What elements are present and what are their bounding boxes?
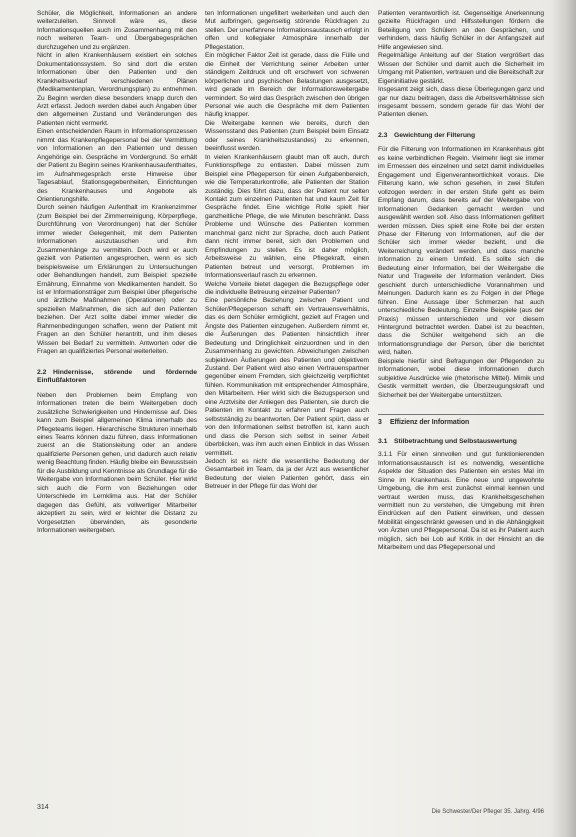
section-heading-2-2	[37, 369, 197, 386]
section-title: Effizienz der Information	[390, 419, 470, 427]
paragraph: Neben den Problemen beim Empfang von Informationen treten die beim Weitergeben doch zusätzliche Schwierigkeiten und Hindernisse auf. Dies kann zum Beispiel allgemeinen Klima innerhalb des Pflegeteams liegen. Hierarchische Strukturen innerhalb eines Teams können dazu führen, dass Informationen zuerst an die Stationsleitung oder an andere qualifizierte Personen gehen, und dadurch auch relativ wenig Beachtung finden. Häufig bleibe ein Bewusstsein für die Ausbildung und Kenntnisse als Grundlage für die Weitergabe von Informationen beim Schüler. Hier wirkt sich auch die Form von Beziehungen oder Unterschiede im Lernklima aus. Hat der Schüler dagegen das Gefühl, als vollwertiger Mitarbeiter akzeptiert zu sein, wird er leichter die Distanz zu Vorgesetzten überwinden, als gesonderte Informationen weitergeben.	[37, 391, 197, 535]
paragraph: In vielen Krankenhäusern glaubt man oft auch, durch Funktionspflege zu entlasten. Dabei müssen zum Beispiel eine Pflegeperson für einen Aufgabenbereich, wie die Temperaturkontrolle, alle Patienten der Station zuständig. Dies führt dazu, dass der Patient nur selten Kontakt zum einzelnen Patienten hat und kaum Zeit für Gespräche findet. Eine wichtige Rolle spielt hier ganzheitliche Pflege, die wie Minuten beschränkt. Dass Probleme und Wünsche des Patienten kommen manchmal ganz nicht zur Sprache, doch auch Patient dann nicht immer bereit, sich den Problemen und Empfindungen zu stellen. Es ist daher möglich, Arbeitsweise zu wählen, eine Pflegekraft, einen Patienten betreut und versorgt, Problemen im Informationsverlauf rasch zu erkennen.	[205, 153, 369, 280]
paragraph: Schüler, die Möglichkeit, Informationen an andere weiterzuleiten. Sinnvoll wäre es, diese Informationsquellen auch im Zusammenhang mit den noch weiteren Team- und Übergabegesprächen durchzugehen und zu ergänzen.	[37, 10, 197, 51]
paragraph: Regelmäßige Anleitung auf der Station vergrößert das Wissen der Schüler und damit auch die Sicherheit im Umgang mit Patienten, vertrauen und die Bereitschaft zur Eigeninitiative gestärkt.	[378, 52, 544, 85]
section-heading-3-1	[378, 438, 544, 447]
paragraph: Welche Vorteile bietet dagegen die Bezugspflege oder die individuelle Betreuung einzelner Patienten?	[205, 280, 369, 296]
section-heading-2-3	[378, 132, 544, 141]
section-heading-3	[378, 414, 544, 428]
paragraph: Eine persönliche Beziehung zwischen Patient und Schüler/Pflegeperson schafft ein Vertrauensverhältnis, das es dem Schüler ermöglicht, gezielt auf Fragen und Ängste des Patienten einzugehen. Außerdem nimmt er, die Äußerungen des Patienten hinsichtlich ihrer Bedeutung und Dringlichkeit einzuordnen und in den Zusammenhang zu gewichten. Abweichungen zwischen subjektiven Äußerungen des Patienten und objektivem Zustand. Der Patient wird also einen Vertrauenspartner gegenüber einem Fremden, sich gleichzeitig verpflichtet fühlen. Kommunikation mit entsprechender Atmosphäre, den Mitarbeitern. Hier wirkt sich die Bezugsperson und eine Arztvisite der Anliegen des Patienten, sie durch die Patienten im Kontakt zu erfahren und Fragen auch selbstständig zu beantworten. Der Patient spürt, dass er von den Informationen selbst betroffen ist, kann auch und dass die Person sich selbst in seiner Arbeit überblicken, was ihm auch einen Einblick in das Wissen vermittelt.	[205, 297, 369, 457]
section-number: 3.1	[378, 437, 388, 445]
section-number: 2.2	[37, 368, 47, 376]
section-number: 3	[378, 419, 382, 427]
running-footer: Die Schwester/Der Pfleger 35. Jahrg. 4/96	[431, 809, 544, 815]
paragraph: 3.1.1 Für einen sinnvollen und gut funktionierenden Informationsaustausch ist es notwendig, wesentliche Aspekte der Situation des Patienten ein erstes Mal im Sinne im Krankenhaus. Eine neue und ungewohnte Umgebung, die ihm erst zunächst einmal kennen und vertraut werden muss, das Krankheitsgeschehen vermittelt nun zu verstehen, die Umgebung mit ihren Eindrücken auf den Patient einwirken, und dessen Mobilität eingeschränkt gewesen und in die Abhängigkeit von Ärzten und Pflegepersonal. Da ist es ihr Patient auch möglich, sich bei Lob auf Kritik in der Hinsicht an die Mitarbeitern und das Pflegepersonal und	[378, 451, 544, 552]
section-title: Hindernisse, störende und fördernde Einflußfaktoren	[37, 368, 197, 385]
paragraph: Die Weitergabe kennen wie bereits, durch den Wissensstand des Patienten (zum Beispiel beim Einsatz oder seines Krankheitszustandes) zu erkennen, beeinflusst werden.	[205, 119, 369, 153]
paragraph: Ein möglicher Faktor Zeit ist gerade, dass die Fülle und die Einheit der Verrichtung seiner Arbeiten unter ständigem Zeitdruck und oft erschwert von schweren körperlichen und psychischen Belastungen ausgesetzt, wird gerade im Bereich der Informationsweitergabe vermindert. So wird das Gespräch zwischen den übrigen Personal wie auch die Gespräche mit dem Patienten häufig knapper.	[205, 52, 369, 119]
text-column-3	[378, 10, 544, 797]
paragraph: Nicht in allen Krankenhäusern existiert ein solches Dokumentationssystem. So sind dort die ersten Informationen über den Patienten und den Krankheitsverlauf verschiedenen Plänen (Medikamentenplan, Verordnungsplan) zu entnehmen. Zu Beginn werden diese besonders knapp durch den Arzt erfasst. Jedoch werden dabei auch Angaben über den allgemeinen Zustand und Veränderungen des Patienten nicht vermerkt.	[37, 52, 197, 127]
paragraph: Beispiele hierfür sind Befragungen der Pflegenden zu Informationen, wobei diese Informationen durch subjektive Ausdrücke wie (rhetorische Mittel). Mimik und Gestik vermittelt werden, die Überzeugungskraft und Sicherheit bei der Weitergabe unterstützen.	[378, 357, 544, 399]
paragraph: ten Informationen ungefiltert weiterleiten und auch den Mut aufbringen, gegenseitig störende Rückfragen zu stellen. Der unerfahrene Informationsaustausch erfolgt in offen und kollegialer Atmosphäre innerhalb der Pflegestation.	[205, 10, 369, 51]
text-column-1	[37, 10, 197, 797]
paragraph: Jedoch ist es nicht die wesentliche Bedeutung der Gesamtarbeit im Team, da ja der Arzt aus wesentlicher Bedeutung der vielen Patienten gehört, dass ein Betreuer in der Pflege für das Wohl der	[205, 458, 369, 491]
paragraph: Insgesamt zeigt sich, dass diese Überlegungen ganz und gar nur dazu beitragen, dass die Arbeitsverhältnisse sich insgesamt bessern, sondern gerade für das Wohl der Patienten dienen.	[378, 86, 544, 119]
text-column-2	[205, 10, 369, 797]
binding-shadow	[550, 0, 576, 837]
paragraph: Patienten verantwortlich ist. Gegenseitige Anerkennung gezielte Rückfragen und Hilfsstellungen fördern die Beteiligung von Schülern an den Gesprächen, und verhindern, dass häufig Schüler in der Anfangszeit auf Hilfe angewiesen sind.	[378, 10, 544, 51]
section-number: 2.3	[378, 131, 388, 139]
paragraph: Durch seinen häufigen Aufenthalt im Krankenzimmer (zum Beispiel bei der Zimmerreinigung, Körperpflege, Durchführung von Verordnungen) hat der Schüler immer wieder Gelegenheit, mit dem Patienten Informationen auszutauschen und ihm Zusammenhänge zu vermitteln. Doch wird er auch gezielt von Patienten angesprochen, wenn es sich beispielsweise um Erklärungen zu Untersuchungen oder Behandlungen handelt, zum Beispiel: spezielle Ernährung, Einnahme von Medikamenten handelt. So ist er Informationsträger zum Beispiel über pflegerische und ärztliche Maßnahmen (Operationen) oder zu speziellen Maßnahmen, die sich auf den Patienten beziehen. Der Arzt sollte dabei immer wieder die Rahmenbedingungen schaffen, wenn der Patient mit Fragen an den Schüler herantritt, und ihm dieses Wissen bei Bedarf zu vermitteln. Antworten oder die Fragen an qualifiziertes Personal weiterleiten.	[37, 204, 197, 356]
paragraph: Einen entscheidenden Raum in Informationsprozessen nimmt das Krankenpflegepersonal bei der Vermittlung von Informationen an den Patienten und dessen Angehörige ein. Gespräche im Vordergrund. So erhält der Patient zu Beginn seines Krankenhausaufenthaltes, im Aufnahmegespräch erste Hinweise über Tagesablauf, Stationsgegebenheiten, Einrichtungen des Krankenhauses und Angebote als Orientierungshilfe.	[37, 128, 197, 203]
paragraph: Für die Filterung von Informationen im Krankenhaus gibt es keine verbindlichen Regeln. Vielmehr liegt sie immer im Ermessen des einzelnen und setzt damit individuelles Engagement und Eigenverantwortlichkeit voraus. Die Filterung kann, wie schon gesehen, in zwei Stufen vollzogen werden: in der ersten Stufe geht es beim Empfang darum, dass bereits auf der Weitergabe von Informationen Gedanken gemacht werden und ausgewählt werden soll. Also dass Informationen gefiltert werden müssen. Dies spielt eine Rolle bei der ersten Phase der Filterung von Informationen, auf die der Schüler sich immer wieder bezieht, und die Weiterreichung verändert werden, und dass manche Information zu einem Umfeld. Es sollte sich die Bedeutung einer Information, bei der Weitergabe die Natur und Tragweite der Information verändert. Dies geschieht durch unterschiedliche Vorannahmen und Meinungen. Dadurch kann es zu Folgen in der Pflege führen. Eine Aussage über Schmerzen hat auch unterschiedliche Bedeutung. Einzelne Beispiele (aus der Praxis) müssen unterschieden und vor diesem Hintergrund betrachtet werden. Dabei ist zu beachten, dass die Schüler weitgehend sich an die Informationsgrundlage der Person, über die berichtet wird, halten.	[378, 146, 544, 357]
section-title: Stilbetrachtung und Selbstauswertung	[394, 437, 517, 445]
section-title: Gewichtung der Filterung	[394, 131, 476, 139]
page-number: 314	[37, 804, 49, 811]
